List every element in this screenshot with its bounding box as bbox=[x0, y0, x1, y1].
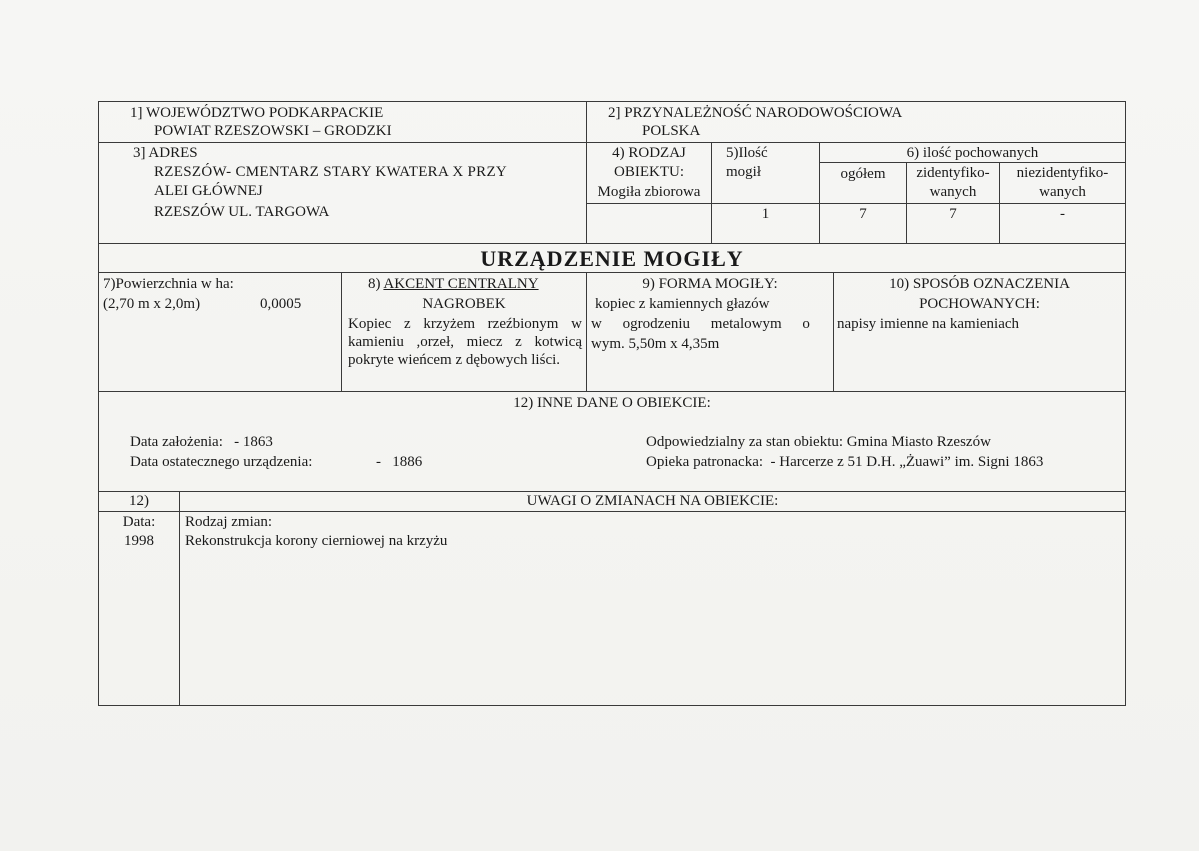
address-line-1: RZESZÓW- CMENTARZ STARY KWATERA X PRZY bbox=[154, 164, 508, 180]
marking-value: napisy imienne na kamieniach bbox=[837, 316, 1020, 332]
row-divider bbox=[99, 391, 1125, 392]
nationality-value: POLSKA bbox=[642, 123, 701, 139]
object-type-label-2: OBIEKTU: bbox=[614, 164, 684, 180]
grave-form-line-2: w ogrodzeniu metalowym o bbox=[591, 316, 810, 332]
grave-form-label: 9) FORMA MOGIŁY: bbox=[642, 276, 778, 292]
col-divider bbox=[341, 272, 342, 391]
central-accent-subtitle: NAGROBEK bbox=[422, 296, 506, 312]
voivodeship-label: 1] WOJEWÓDZTWO PODKARPACKIE bbox=[130, 105, 384, 121]
buried-identified-header-2: wanych bbox=[929, 184, 977, 200]
buried-count-label: 6) ilość pochowanych bbox=[906, 145, 1039, 161]
changes-label: UWAGI O ZMIANACH NA OBIEKCIE: bbox=[526, 493, 779, 509]
founding-date: Data założenia: - 1863 bbox=[130, 434, 273, 450]
central-accent-description: Kopiec z krzyżem rzeźbionym w kamieniu ,orzeł, miecz z kotwicą pokryte wieńcem z dębowych liści. bbox=[348, 316, 582, 368]
responsible-party: Odpowiedzialny za stan obiektu: Gmina Miasto Rzeszów bbox=[646, 434, 991, 450]
area-label: 7)Powierzchnia w ha: bbox=[103, 276, 234, 292]
grave-count-label-2: mogił bbox=[726, 164, 762, 180]
object-type-value: Mogiła zbiorowa bbox=[597, 184, 701, 200]
change-date-label: Data: bbox=[122, 514, 156, 530]
address-line-2: ALEI GŁÓWNEJ bbox=[154, 183, 263, 199]
marking-label: 10) SPOSÓB OZNACZENIA bbox=[889, 276, 1070, 292]
grave-count-value: 1 bbox=[761, 206, 770, 222]
col-divider bbox=[179, 491, 180, 705]
row-divider bbox=[99, 243, 1125, 244]
nationality-label: 2] PRZYNALEŻNOŚĆ NARODOWOŚCIOWA bbox=[608, 105, 903, 121]
buried-total-header: ogółem bbox=[840, 166, 886, 182]
section-heading: URZĄDZENIE MOGIŁY bbox=[480, 246, 744, 271]
buried-total-value: 7 bbox=[859, 206, 867, 222]
buried-identified-header: zidentyfiko- bbox=[916, 165, 990, 181]
row-divider bbox=[819, 162, 1125, 163]
central-accent-title: AKCENT CENTRALNY bbox=[383, 276, 539, 292]
object-type-label: 4) RODZAJ bbox=[612, 145, 686, 161]
grave-form-line-1: kopiec z kamiennych głazów bbox=[595, 296, 770, 312]
other-data-label: 12) INNE DANE O OBIEKCIE: bbox=[513, 395, 711, 411]
col-divider bbox=[711, 142, 712, 243]
row-divider bbox=[99, 142, 1125, 143]
address-label: 3] ADRES bbox=[133, 145, 198, 161]
patronage: Opieka patronacka: - Harcerze z 51 D.H. „Żuawi” im. Signi 1863 bbox=[646, 454, 1044, 470]
grave-count-label: 5)Ilość bbox=[726, 145, 768, 161]
final-arrangement-label: Data ostatecznego urządzenia: bbox=[130, 454, 313, 470]
buried-unidentified-header-2: wanych bbox=[1039, 184, 1086, 200]
final-arrangement-value: - 1886 bbox=[376, 454, 423, 470]
area-value: 0,0005 bbox=[260, 296, 302, 312]
change-date-value: 1998 bbox=[124, 533, 154, 549]
change-kind-value: Rekonstrukcja korony cierniowej na krzyżu bbox=[185, 533, 448, 549]
changes-number: 12) bbox=[129, 493, 149, 509]
buried-identified-value: 7 bbox=[949, 206, 957, 222]
district-label: POWIAT RZESZOWSKI – GRODZKI bbox=[154, 123, 392, 139]
marking-label-2: POCHOWANYCH: bbox=[919, 296, 1040, 312]
grave-form-line-3: wym. 5,50m x 4,35m bbox=[591, 336, 720, 352]
row-divider bbox=[586, 203, 1125, 204]
row-divider bbox=[99, 511, 1125, 512]
buried-unidentified-header: niezidentyfiko- bbox=[1016, 165, 1109, 181]
buried-unidentified-value: - bbox=[1060, 206, 1065, 222]
change-kind-label: Rodzaj zmian: bbox=[185, 514, 273, 530]
address-line-3: RZESZÓW UL. TARGOWA bbox=[154, 204, 330, 220]
area-dimensions: (2,70 m x 2,0m) bbox=[103, 296, 201, 312]
central-accent-label bbox=[368, 275, 539, 293]
central-accent-prefix: 8) bbox=[368, 276, 384, 292]
row-divider bbox=[99, 272, 1125, 273]
form-table bbox=[98, 101, 1126, 706]
